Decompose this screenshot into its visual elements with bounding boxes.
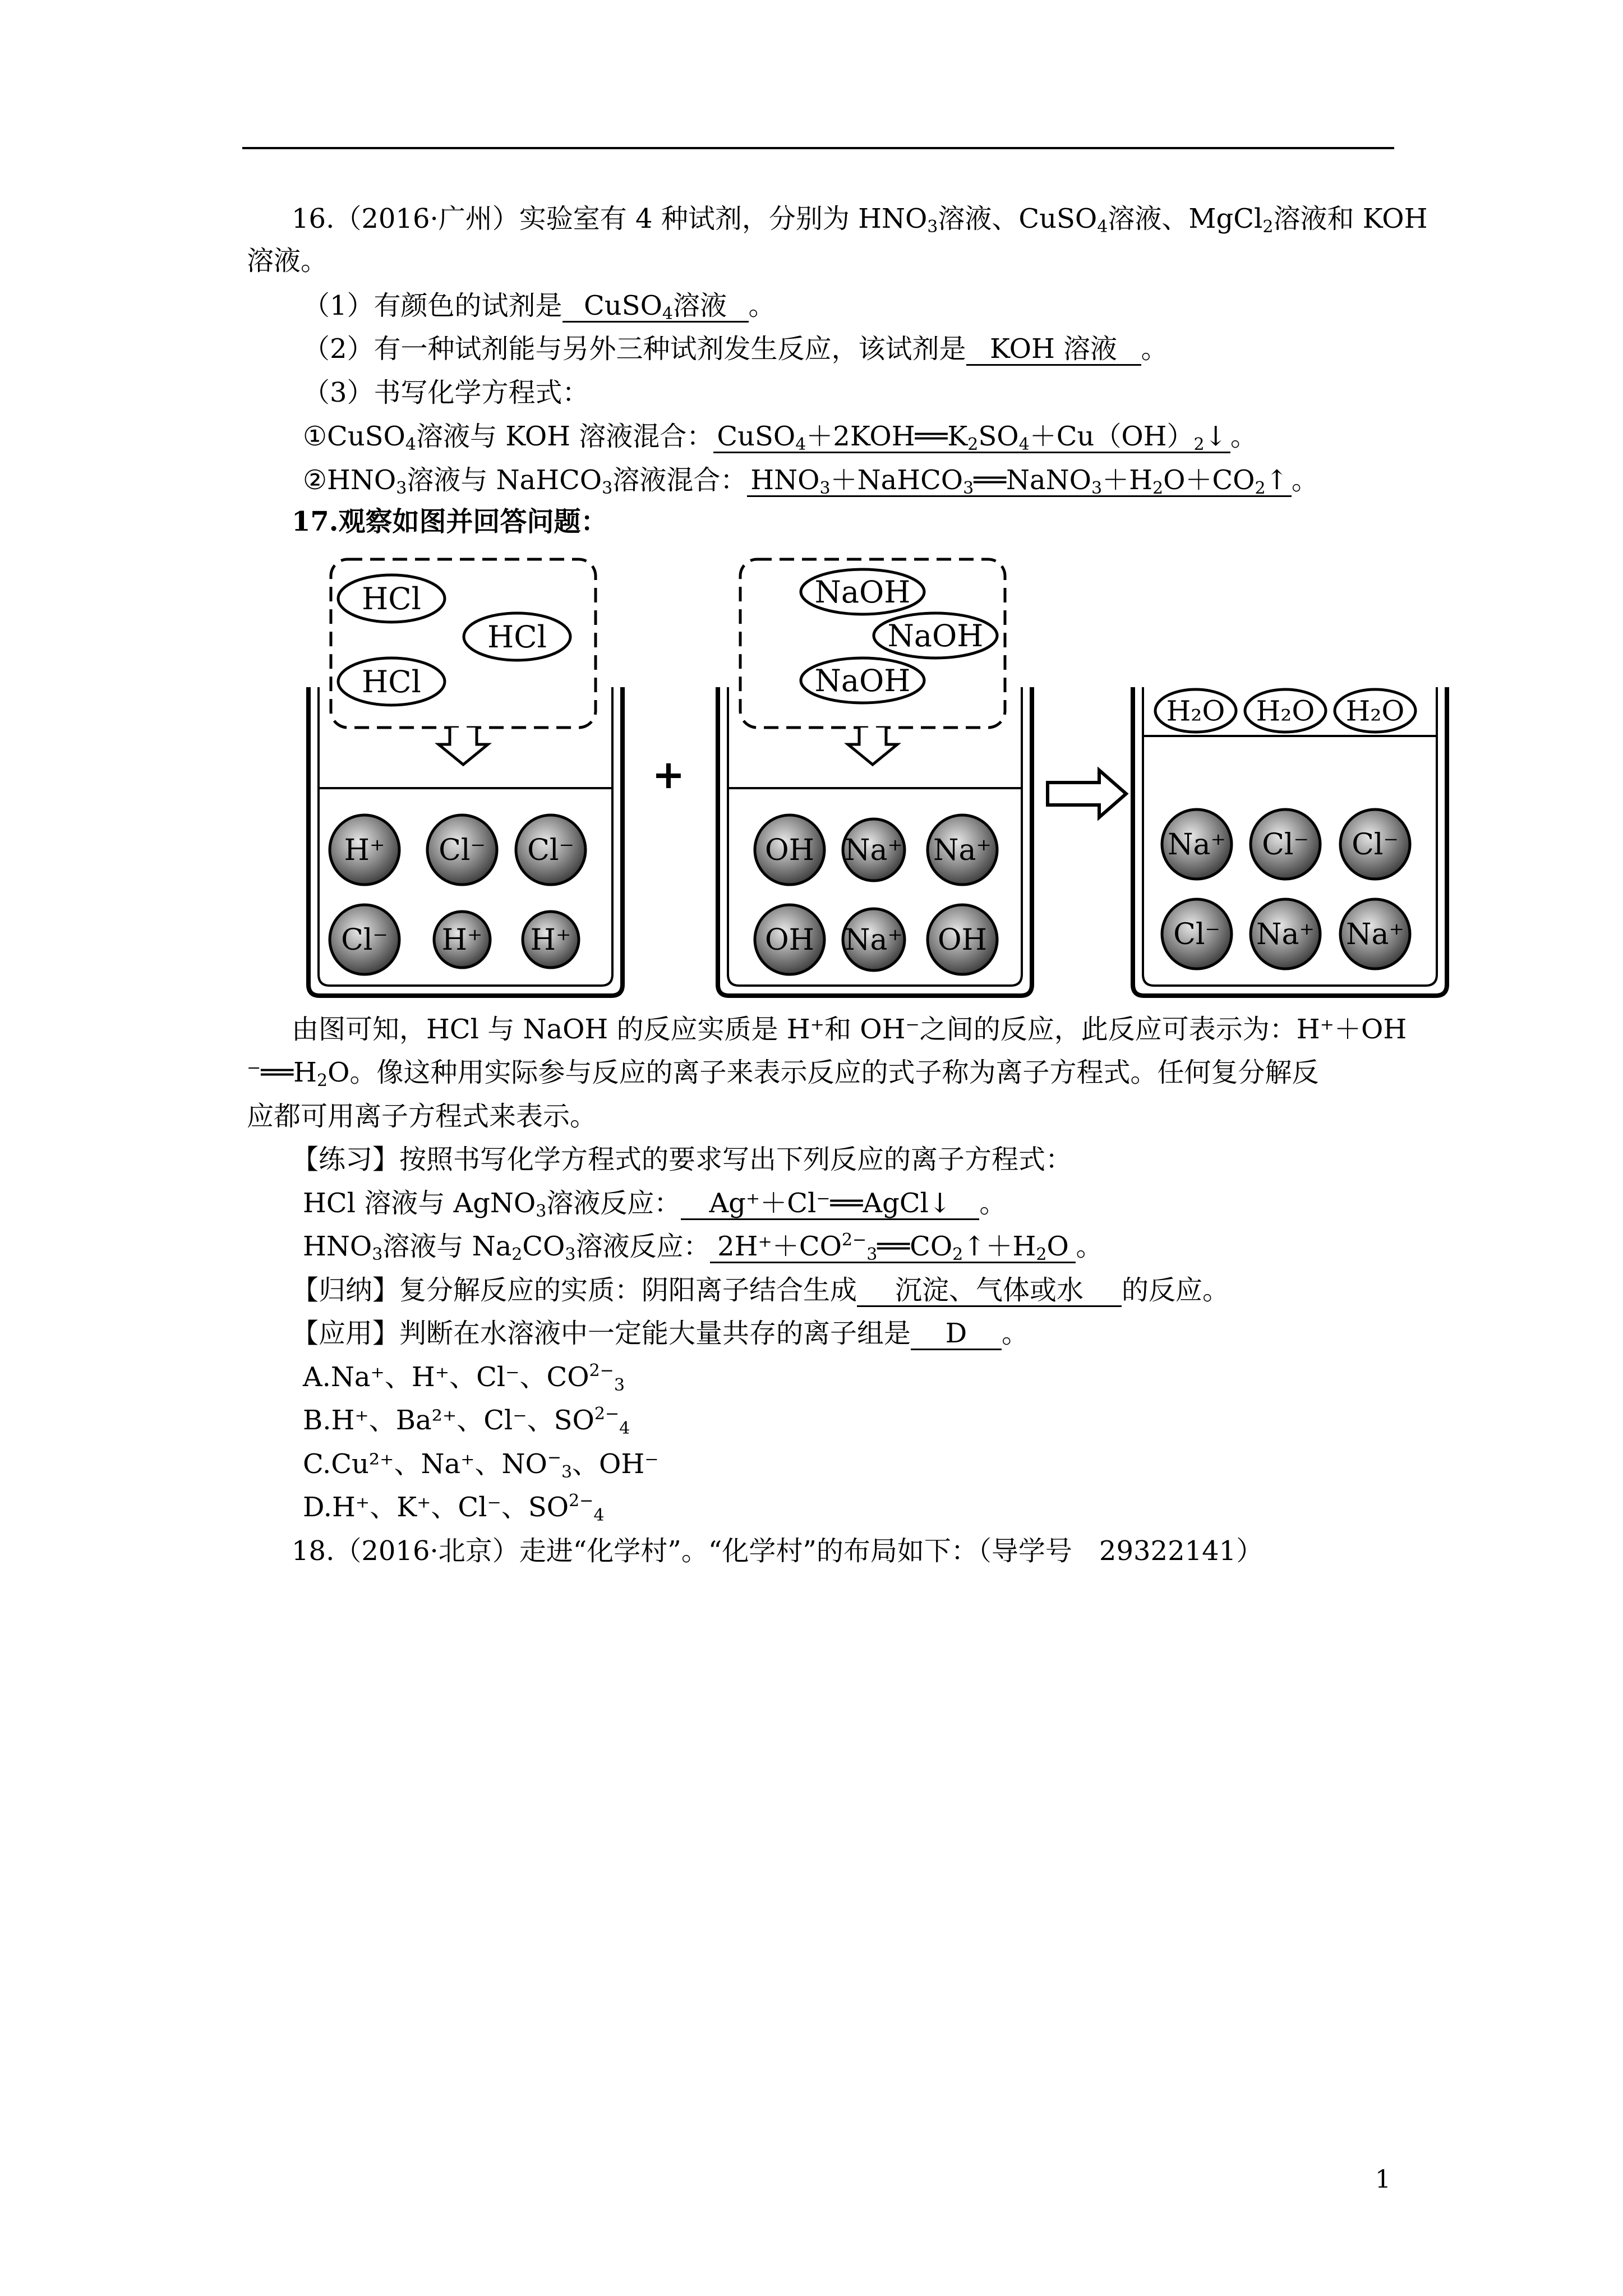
ion-beaker3-label: Cl⁻ — [1352, 828, 1399, 862]
ion-beaker3 — [1251, 809, 1320, 879]
ion-beaker3-label: Na⁺ — [1256, 918, 1315, 951]
q17-exercise-2: $HNO_3$溶液与 $Na_2CO_3$溶液反应： $2H^++CO^{2-}_3══CO_2↑+H_2O$ 。 — [303, 1230, 1103, 1264]
ion-beaker2-label: Na⁺ — [845, 923, 903, 957]
q17-text-line1: 由图可知，HCl 与 NaOH 的反应实质是 H⁺和 OH⁻之间的反应，此反应可表示为：H⁺＋OH — [292, 1014, 1407, 1045]
ion-beaker3 — [1162, 899, 1232, 969]
water-molecule-label: H₂O — [1166, 694, 1225, 728]
plus-sign: + — [652, 752, 685, 798]
q16-part2-answer: KOH 溶液 — [966, 334, 1141, 366]
q17-heading: 17.观察如图并回答问题： — [292, 506, 608, 537]
hcl-molecule — [338, 575, 445, 622]
naoh-molecule — [801, 569, 924, 614]
q18-heading: 18.（2016·北京）走进“化学村”。“化学村”的布局如下：（导学号 29322141） — [292, 1535, 1264, 1567]
q17-summary-answer: 沉淀、气体或水 — [857, 1275, 1122, 1307]
ion-beaker2-label: Na⁺ — [933, 834, 992, 867]
ion-beaker1 — [427, 815, 497, 885]
q16-part2: （2）有一种试剂能与另外三种试剂发生反应，该试剂是 KOH 溶液 。 — [303, 333, 1168, 365]
ion-beaker2 — [843, 819, 905, 881]
q17-exercise-1-answer: Ag⁺＋Cl⁻══AgCl↓ — [681, 1188, 979, 1220]
ion-beaker1-label: H⁺ — [530, 923, 571, 957]
ion-beaker1 — [516, 815, 585, 885]
ion-beaker1-label: H⁺ — [441, 923, 483, 957]
q16-part3: （3）书写化学方程式： — [303, 377, 589, 408]
q17-application: 【应用】判断在水溶液中一定能大量共存的离子组是 D 。 — [292, 1318, 1029, 1349]
ion-beaker1-label: Cl⁻ — [439, 834, 486, 867]
q17-exercise-2-answer: $2H^++CO^{2-}_3══CO_2↑+H_2O$ — [710, 1231, 1076, 1263]
q17-exercise-1: HCl 溶液与 AgNO$_3$溶液反应： Ag⁺＋Cl⁻══AgCl↓ 。 — [303, 1188, 1007, 1221]
ion-beaker1 — [330, 815, 399, 885]
ion-beaker2 — [928, 815, 997, 885]
page-number: 1 — [1375, 2165, 1391, 2194]
q17-option-b: B.H⁺、Ba²⁺、Cl⁻、$SO^{2-}_4$ — [303, 1404, 630, 1438]
ion-beaker1-label: H⁺ — [344, 834, 385, 867]
hcl-molecule-label: HCl — [487, 619, 547, 655]
water-molecule-label: H₂O — [1345, 694, 1405, 728]
ion-beaker1-label: Cl⁻ — [341, 923, 388, 957]
ion-beaker3 — [1162, 809, 1232, 879]
q17-option-c: C.Cu²⁺、Na⁺、$NO^-_3$、OH⁻ — [303, 1448, 659, 1482]
ion-beaker3 — [1340, 809, 1410, 879]
hcl-molecule-label: HCl — [362, 664, 421, 700]
q16-heading-cont: 溶液。 — [247, 245, 328, 277]
ion-beaker2 — [928, 905, 997, 974]
q17-application-answer: D — [911, 1318, 1002, 1350]
naoh-molecule-label: NaOH — [814, 662, 911, 698]
water-molecule — [1155, 689, 1236, 732]
ion-beaker3-label: Na⁺ — [1168, 828, 1226, 862]
ion-beaker1 — [434, 912, 490, 968]
ion-beaker3-label: Cl⁻ — [1173, 918, 1220, 951]
q16-part1-answer: CuSO$_4$溶液 — [562, 291, 749, 323]
q17-exercise-heading: 【练习】按照书写化学方程式的要求写出下列反应的离子方程式： — [292, 1144, 1073, 1175]
ion-beaker2-label: OH — [938, 923, 987, 957]
q16-equation-2: $②HNO_3$溶液与 NaHCO$_3$溶液混合： $HNO_3+NaHCO_3══NaNO_3+H_2O+CO_2↑$ 。 — [303, 464, 1318, 498]
ion-beaker1-label: Cl⁻ — [527, 834, 574, 867]
ion-beaker2 — [755, 815, 824, 885]
naoh-molecule — [801, 658, 924, 703]
ion-beaker2-label: Na⁺ — [845, 834, 903, 867]
q16-equation-1-answer: $CuSO_4+2KOH══K_2SO_4+Cu(OH)_2↓$ — [713, 421, 1230, 453]
naoh-molecule-label: NaOH — [814, 574, 911, 610]
ion-beaker2 — [843, 909, 905, 970]
q16-part1: （1）有颜色的试剂是 CuSO$_4$溶液 。 — [303, 290, 776, 324]
ion-beaker2 — [755, 905, 824, 974]
ion-beaker3 — [1340, 899, 1410, 969]
naoh-molecule-label: NaOH — [887, 618, 984, 654]
ion-beaker2-label: OH — [765, 834, 814, 867]
ion-reaction-figure — [292, 547, 1458, 1007]
q17-text-line2: $^-══H_2O$。像这种用实际参与反应的离子来表示反应的式子称为离子方程式。任何复分解反 — [247, 1057, 1319, 1091]
ion-beaker1 — [330, 905, 399, 974]
q17-option-d: D.H⁺、K⁺、Cl⁻、$SO^{2-}_4$ — [303, 1491, 605, 1525]
water-molecule-label: H₂O — [1256, 694, 1315, 728]
ion-beaker3 — [1251, 899, 1320, 969]
naoh-molecule — [874, 613, 997, 658]
water-molecule — [1335, 689, 1415, 732]
q16-equation-2-answer: $HNO_3+NaHCO_3══NaNO_3+H_2O+CO_2↑$ — [747, 465, 1292, 497]
q16-heading: 16.（2016·广州）实验室有 4 种试剂，分别为 $HNO_3$溶液、CuSO$_4$溶液、MgCl$_2$溶液和 KOH — [292, 203, 1428, 237]
ion-beaker3-label: Na⁺ — [1346, 918, 1404, 951]
ion-beaker2-label: OH — [765, 923, 814, 957]
q17-summary: 【归纳】复分解反应的实质：阴阳离子结合生成 沉淀、气体或水 的反应。 — [292, 1274, 1230, 1306]
ion-beaker1 — [523, 912, 579, 968]
hcl-molecule-label: HCl — [362, 581, 421, 616]
water-molecule — [1245, 689, 1326, 732]
header-rule — [242, 147, 1394, 149]
q17-text-line3: 应都可用离子方程式来表示。 — [247, 1101, 597, 1132]
ion-beaker3-label: Cl⁻ — [1262, 828, 1309, 862]
q16-equation-1: ①CuSO$_4$溶液与 KOH 溶液混合： $CuSO_4+2KOH══K_2SO_4+Cu(OH)_2↓$ 。 — [303, 421, 1257, 454]
reaction-arrow — [1048, 770, 1126, 817]
hcl-molecule — [464, 613, 570, 660]
hcl-molecule — [338, 658, 445, 705]
q17-option-a: A.Na⁺、H⁺、Cl⁻、$CO^{2-}_3$ — [303, 1361, 625, 1395]
